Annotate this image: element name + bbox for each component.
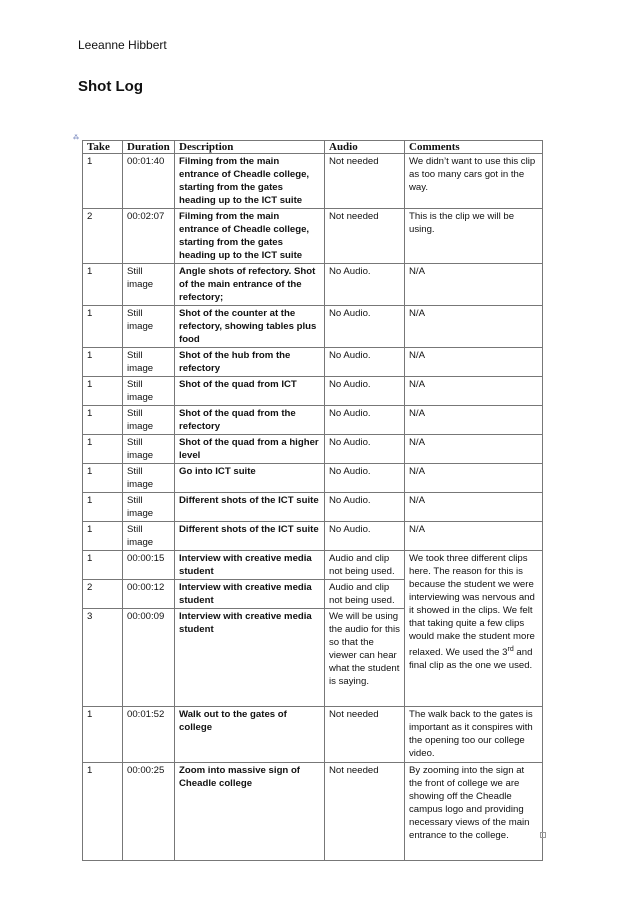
audio-cell: No Audio. [325,435,405,464]
description-cell: Different shots of the ICT suite [175,493,325,522]
description-cell: Shot of the counter at the refectory, showing tables plus food [175,306,325,348]
table-row [83,154,543,209]
take-cell: 1 [83,306,123,348]
comments-cell: N/A [405,493,543,522]
description-cell: Interview with creative media student [175,580,325,609]
table-row [83,435,543,464]
header-duration: Duration [123,141,175,154]
duration-cell: 00:01:40 [123,154,175,209]
comments-cell: N/A [405,435,543,464]
take-cell: 1 [83,707,123,763]
audio-cell: Audio and clip not being used. [325,551,405,580]
take-cell: 1 [83,464,123,493]
table-row [83,464,543,493]
description-cell: Angle shots of refectory. Shot of the main entrance of the refectory; [175,264,325,306]
description-cell: Interview with creative media student [175,609,325,707]
description-cell: Interview with creative media student [175,551,325,580]
header-take: Take [83,141,123,154]
take-cell: 1 [83,522,123,551]
audio-cell: Not needed [325,707,405,763]
comments-cell: N/A [405,377,543,406]
comments-cell: We took three different clips here. The reason for this is because the student we were interviewing was nervous and it showed in the clips. We felt that taking quite a few clips would make the student more relaxed. We used the 3rd and final clip as the one we used. [405,551,543,707]
take-cell: 2 [83,209,123,264]
duration-cell: Still image [123,464,175,493]
comments-cell: N/A [405,348,543,377]
ordinal-suffix: rd [507,646,514,653]
table-row [83,551,543,580]
duration-cell: Still image [123,435,175,464]
comments-cell: This is the clip we will be using. [405,209,543,264]
header-audio: Audio [325,141,405,154]
duration-cell: 00:02:07 [123,209,175,264]
comments-cell: The walk back to the gates is important as it conspires with the opening too our college video. [405,707,543,763]
comments-cell: N/A [405,464,543,493]
duration-cell: 00:00:09 [123,609,175,707]
table-row [83,348,543,377]
table-row [83,763,543,861]
description-cell: Walk out to the gates of college [175,707,325,763]
audio-cell: No Audio. [325,264,405,306]
description-cell: Different shots of the ICT suite [175,522,325,551]
table-row [83,209,543,264]
take-cell: 3 [83,609,123,707]
audio-cell: No Audio. [325,348,405,377]
description-cell: Go into ICT suite [175,464,325,493]
audio-cell: No Audio. [325,522,405,551]
description-cell: Shot of the quad from a higher level [175,435,325,464]
duration-cell: Still image [123,406,175,435]
audio-cell: No Audio. [325,306,405,348]
table-row [83,522,543,551]
comments-cell: N/A [405,406,543,435]
take-cell: 2 [83,580,123,609]
audio-cell: No Audio. [325,464,405,493]
table-row [83,406,543,435]
table-body [83,154,543,861]
audio-cell: No Audio. [325,377,405,406]
audio-cell: No Audio. [325,406,405,435]
take-cell: 1 [83,435,123,464]
duration-cell: Still image [123,306,175,348]
header-comments: Comments [405,141,543,154]
duration-cell: Still image [123,377,175,406]
take-cell: 1 [83,154,123,209]
table-row [83,707,543,763]
table-resize-handle[interactable] [540,832,546,838]
table-anchor-icon: ⁂ [73,135,79,141]
table-row [83,264,543,306]
take-cell: 1 [83,406,123,435]
shot-log-table [82,140,543,861]
audio-cell: Not needed [325,209,405,264]
audio-cell: No Audio. [325,493,405,522]
description-cell: Zoom into massive sign of Cheadle college [175,763,325,861]
description-cell: Shot of the quad from the refectory [175,406,325,435]
audio-cell: Not needed [325,763,405,861]
take-cell: 1 [83,551,123,580]
comments-cell: N/A [405,522,543,551]
description-cell: Shot of the quad from ICT [175,377,325,406]
duration-cell: 00:00:25 [123,763,175,861]
duration-cell: Still image [123,522,175,551]
author-name: Leeanne Hibbert [78,38,167,52]
comments-cell: We didn’t want to use this clip as too many cars got in the way. [405,154,543,209]
audio-cell: Not needed [325,154,405,209]
duration-cell: 00:00:12 [123,580,175,609]
duration-cell: 00:01:52 [123,707,175,763]
duration-cell: Still image [123,264,175,306]
description-cell: Filming from the main entrance of Cheadle college, starting from the gates heading up to the ICT suite [175,154,325,209]
comments-cell: N/A [405,306,543,348]
table-row [83,377,543,406]
page-title: Shot Log [78,78,143,95]
take-cell: 1 [83,493,123,522]
description-cell: Filming from the main entrance of Cheadle college, starting from the gates heading up to the ICT suite [175,209,325,264]
table-header-row [83,141,543,154]
take-cell: 1 [83,763,123,861]
audio-cell: We will be using the audio for this so that the viewer can hear what the student is saying. [325,609,405,707]
audio-cell: Audio and clip not being used. [325,580,405,609]
table-row [83,493,543,522]
header-description: Description [175,141,325,154]
take-cell: 1 [83,377,123,406]
description-cell: Shot of the hub from the refectory [175,348,325,377]
table-row [83,306,543,348]
duration-cell: Still image [123,348,175,377]
comments-cell: N/A [405,264,543,306]
take-cell: 1 [83,264,123,306]
duration-cell: 00:00:15 [123,551,175,580]
duration-cell: Still image [123,493,175,522]
comments-cell: By zooming into the sign at the front of college we are showing off the Cheadle campus logo and providing necessary views of the main entrance to the college. [405,763,543,861]
take-cell: 1 [83,348,123,377]
